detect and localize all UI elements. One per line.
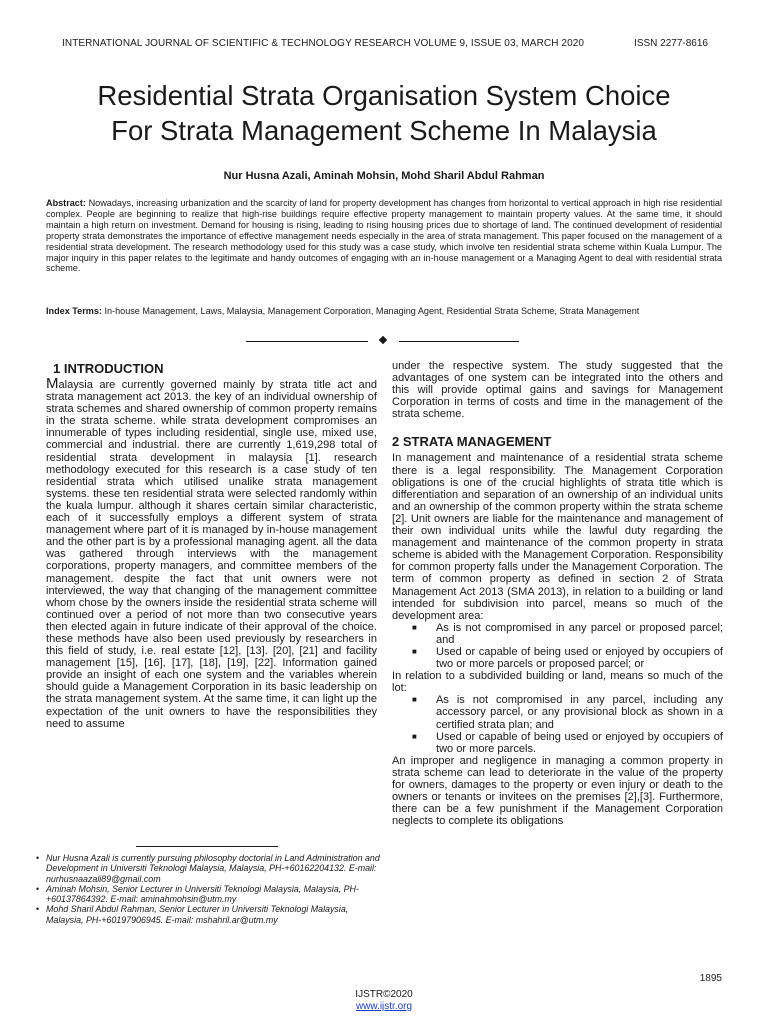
index-terms	[46, 306, 722, 317]
footnote-item: • Nur Husna Azali is currently pursuing philosophy doctorial in Land Administration and Development in Universiti Teknologi Malaysia, Malaysia, PH-+60162204132. E-mail: nurhusnaazali89@gmail.com	[36, 853, 380, 884]
list-item: ■ As is not compromised in any parcel or proposed parcel; and	[412, 621, 723, 646]
section-separator	[0, 337, 768, 347]
right-column	[392, 360, 723, 827]
intro-continuation: under the respective system. The study suggested that the advantages of one system can be integrated into the others and this will provide optimal gains and savings for Management Corporation in terms of costs and time in the management of the strata scheme.	[392, 360, 723, 421]
footnote-item: • Mohd Sharil Abdul Rahman, Senior Lecturer in Universiti Teknologi Malaysia, Malaysia, PH-+60197906945. E-mail: mshahril.ar@utm.my	[36, 904, 349, 925]
author-footnotes	[36, 853, 381, 925]
bullet-list-2	[392, 694, 723, 754]
intro-body: alaysia are currently governed mainly by strata title act and strata management act 2013. the key of an individual ownership of strata schemes and shared ownership of common property remains in the strata scheme. while strata development compromises an innumerable of types including residential, single use, mixed use, commercial and industrial. there are currently 1,619,298 total of residential strata development in malaysia [1]. research methodology executed for this research is a case study of ten residential strata which utilised unalike strata management systems. these ten residential strata were selected randomly within the kuala lumpur. although it shares certain similar characteristic, each of it successfully employs a different system of strata management where part of it is managed by in-house management and the other part is by a professional managing agent. all the data was gathered through interviews with the management corporations, property managers, and committee members of the management. despite the fact that unit owners were not interviewed, the way that changing of the management committee whom chose by the owners inside the residential strata scheme will continued over a period of not more than two consecutive years then elected again in future indicate of their approval of the choice. these methods have also been used previously by researchers in this field of study, i.e. real estate [12], [13]. [20], [21] and facility management [15], [16], [17], [18], [19], [22]. Information gained provide an insight of each one system and the variables wherein should guide a Management Corporation in its basic leadership on the strata management system. At the same time, it can light up the expectation of the unit owners to have the responsibilities they need to assume	[46, 379, 377, 730]
intro-heading: 1 INTRODUCTION	[53, 361, 164, 376]
abstract-text: Nowadays, increasing urbanization and the scarcity of land for property development has changes from horizontal to vertical approach in high rise residential complex. People are beginning to realize that high-rise buildings require effective property management to maintain property values. At the same time, it should maintain a high return on investment. Demand for housing is rising, leading to rising housing prices due to shortage of land. The continued development of residential property strata demonstrates the importance of effective management needs especially in the area of strata management. This paper focused on the management of a residential strata development. The research methodology used for this study was a case study, which involve ten residential strata scheme within Kuala Lumpur. The major inquiry in this paper relates to the legitimate and handy outcomes of engaging with an in-house management or a Managing Agent to deal with residential strata scheme.	[46, 198, 722, 274]
section2-paragraph-1: In management and maintenance of a residential strata scheme there is a legal responsibility. The Management Corporation obligations is one of the crucial highlights of strata title which is differentiation and separation of an ownership of an individual units and an ownership of the common property within the strata scheme [2]. Unit owners are liable for the maintenance and management of their own individual units while the lawful duty regarding the management and maintenance of the common property in strata scheme is abided with the Management Corporation. Responsibility for common property falls under the Management Corporation. The term of common property as defined in section 2 of Strata Management Act 2013 (SMA 2013), in relation to a building or land intended for subdivision into parcel, means so much of the development area:	[392, 452, 723, 622]
list-item: ■ Used or capable of being used or enjoyed by occupiers of two or more parcels.	[412, 730, 723, 755]
authors: Nur Husna Azali, Aminah Mohsin, Mohd Sharil Abdul Rahman	[223, 170, 545, 182]
title-line-2: For Strata Management Scheme In Malaysia	[111, 115, 657, 146]
section2-paragraph-3: An improper and negligence in managing a common property in strata scheme can lead to deteriorate in the value of the property for owners, damages to the property or even injury or death to the owners or tenants or invitees on the premises [2],[3]. Furthermore, there can be a few punishment if the Management Corporation neglects to complete its obligations	[392, 754, 723, 828]
list-item: ■ As is not compromised in any parcel, including any accessory parcel, or any provisional block as shown in a certified strata plan; and	[412, 694, 723, 731]
footnote-rule	[136, 846, 278, 847]
intro-paragraph	[46, 375, 377, 730]
bullet-dot-icon: •	[36, 883, 40, 894]
paper-title	[0, 78, 768, 148]
bullet-dot-icon: •	[36, 904, 40, 915]
abstract	[46, 198, 722, 274]
list-item: ■ Used or capable of being used or enjoyed by occupiers of two or more parcels or proposed parcel; or	[412, 645, 723, 671]
index-terms-text: In-house Management, Laws, Malaysia, Management Corporation, Managing Agent, Residential Strata Scheme, Strata Management	[101, 306, 640, 316]
square-bullet-icon: ■	[412, 731, 417, 741]
page-number: 1895	[699, 973, 722, 984]
separator-line-left	[246, 341, 368, 342]
issn-label: ISSN 2277-8616	[634, 38, 708, 49]
separator-line-right	[399, 341, 519, 342]
section2-paragraph-2: In relation to a subdivided building or land, means so much of the lot:	[392, 670, 723, 695]
copyright-footer: IJSTR©2020	[355, 989, 413, 1000]
website-link[interactable]: www.ijstr.org	[355, 1001, 413, 1012]
square-bullet-icon: ■	[412, 622, 417, 632]
intro-dropcap: M	[46, 375, 59, 392]
bullet-dot-icon: •	[36, 853, 40, 863]
separator-diamond-icon	[379, 336, 387, 344]
left-column	[46, 361, 377, 730]
journal-header: INTERNATIONAL JOURNAL OF SCIENTIFIC & TECHNOLOGY RESEARCH VOLUME 9, ISSUE 03, MARCH 2020	[62, 38, 585, 49]
square-bullet-icon: ■	[412, 646, 417, 656]
section2-heading: 2 STRATA MANAGEMENT	[392, 434, 552, 450]
abstract-label: Abstract:	[46, 198, 86, 208]
bullet-list-1	[392, 622, 723, 670]
square-bullet-icon: ■	[412, 695, 417, 705]
index-terms-label: Index Terms:	[46, 306, 102, 316]
footnote-item: • Aminah Mohsin, Senior Lecturer in Universiti Teknologi Malaysia, Malaysia, PH-+60137864392. E-mail: aminahmohsin@utm.my	[36, 883, 359, 905]
title-line-1: Residential Strata Organisation System Choice	[97, 80, 671, 111]
